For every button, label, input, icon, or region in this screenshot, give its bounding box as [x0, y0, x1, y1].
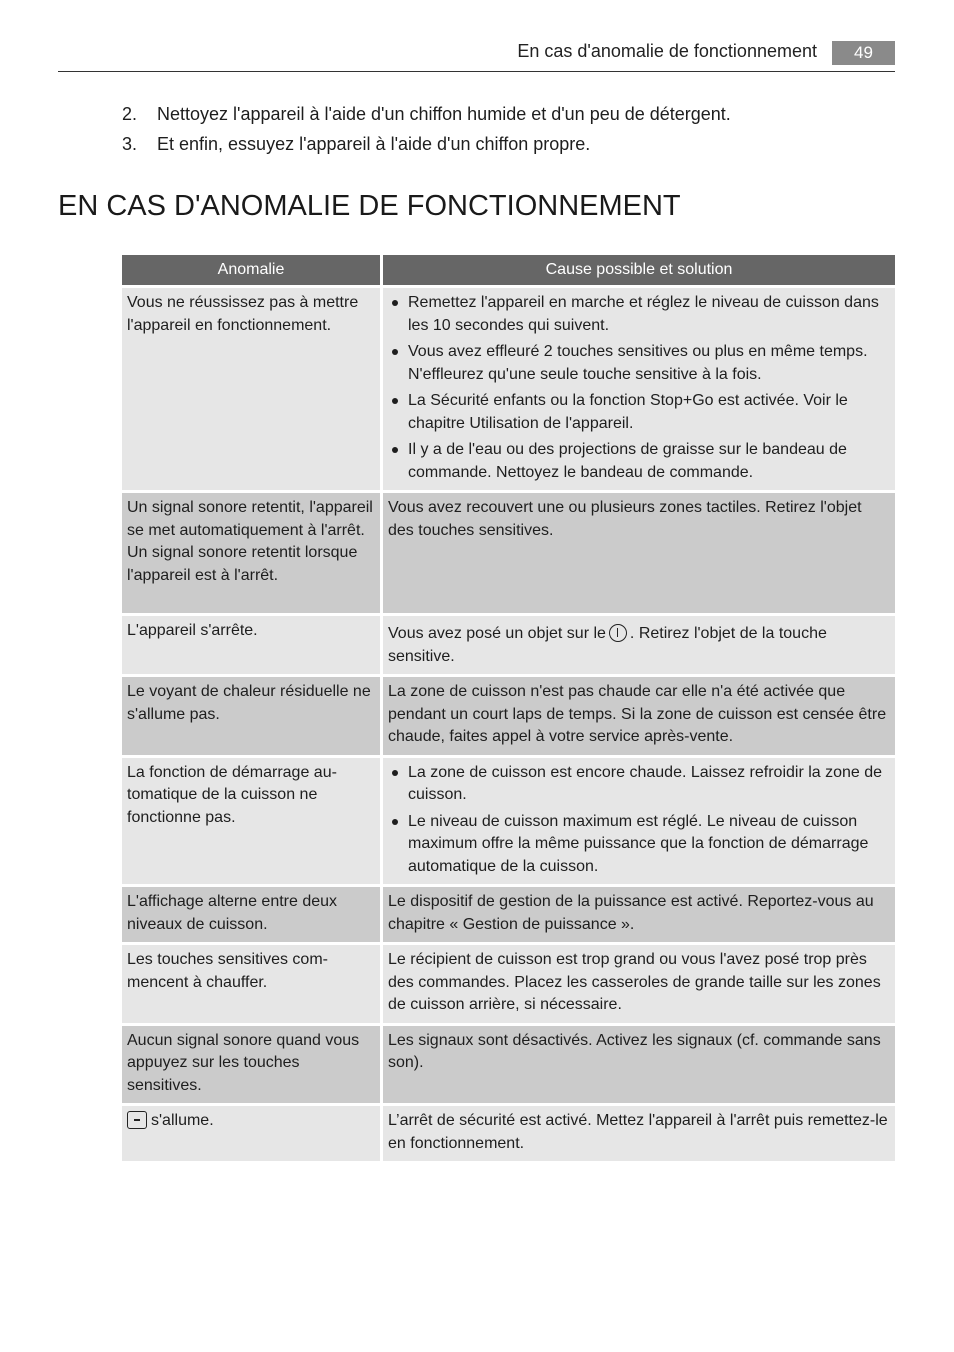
table-row	[122, 1024, 895, 1105]
table-row	[122, 492, 895, 615]
column-header-anomalie: Anomalie	[122, 255, 382, 287]
table-row	[122, 944, 895, 1025]
problem-text: s'allume.	[151, 1112, 214, 1129]
header-title: En cas d'anomalie de fonctionnement	[517, 41, 817, 61]
step-item	[122, 134, 731, 164]
solution-item: Le niveau de cuisson maximum est réglé. Le niveau de cuisson maximum offre la même puissance que la fonction de démarrage automatique de la cuisson.	[388, 811, 890, 879]
problem-cell	[122, 492, 382, 615]
solution-text: . Retirez l'objet de la touche sensitive.	[388, 625, 827, 665]
troubleshooting-table	[122, 255, 895, 1164]
solution-text: Vous avez posé un objet sur le	[388, 625, 606, 642]
solution-cell: Les signaux sont désactivés. Activez les signaux (cf. commande sans son).	[382, 1024, 896, 1105]
steps-list	[122, 104, 731, 164]
step-item	[122, 104, 731, 134]
solution-cell: Vous avez recouvert une ou plusieurs zones tactiles. Retirez l'objet des touches sensitives.	[382, 492, 896, 615]
table-row	[122, 676, 895, 757]
solution-cell	[382, 287, 896, 492]
problem-cell	[122, 1105, 382, 1163]
table-row	[122, 886, 895, 944]
solution-item: Il y a de l'eau ou des projections de graisse sur le bandeau de commande. Nettoyez le bandeau de commande.	[388, 439, 890, 484]
table-row	[122, 615, 895, 676]
column-header-cause: Cause possible et solution	[382, 255, 896, 287]
problem-cell: Les touches sensitives commencent à chauffer.	[122, 944, 382, 1025]
solution-cell	[382, 615, 896, 676]
page-header	[58, 38, 895, 72]
problem-line: Un signal sonore retentit lorsque l'appareil est à l'arrêt.	[127, 544, 358, 584]
solution-item: La zone de cuisson est encore chaude. Laissez refroidir la zone de cuisson.	[388, 762, 890, 807]
problem-cell: Aucun signal sonore quand vous appuyez sur les touches sensitives.	[122, 1024, 382, 1105]
problem-cell: La fonction de démarrage automatique de la cuisson ne fonctionne pas.	[122, 756, 382, 886]
problem-cell: Le voyant de chaleur résiduelle ne s'allume pas.	[122, 676, 382, 757]
table-row	[122, 756, 895, 886]
section-title: EN CAS D'ANOMALIE DE FONCTIONNEMENT	[58, 190, 681, 222]
power-icon	[609, 624, 627, 642]
solution-cell: La zone de cuisson n'est pas chaude car elle n'a été activée que pendant un court laps de temps. Si la zone de cuisson est censée être chaude, faites appel à votre service après-vente.	[382, 676, 896, 757]
table-row	[122, 287, 895, 492]
step-number: 2.	[122, 104, 138, 124]
problem-cell: Vous ne réussissez pas à mettre l'appareil en fonctionnement.	[122, 287, 382, 492]
minus-icon	[127, 1111, 147, 1129]
solution-item: La Sécurité enfants ou la fonction Stop+Go est activée. Voir le chapitre Utilisation de l'appareil.	[388, 390, 890, 435]
step-number: 3.	[122, 134, 138, 154]
table-row	[122, 1105, 895, 1163]
solution-list	[388, 762, 890, 879]
solution-item: Vous avez effleuré 2 touches sensitives ou plus en même temps. N'effleurez qu'une seule touche sensitive à la fois.	[388, 341, 890, 386]
table-header-row	[122, 255, 895, 287]
page-number: 49	[832, 41, 895, 65]
step-text: Nettoyez l'appareil à l'aide d'un chiffon humide et d'un peu de détergent.	[157, 104, 731, 124]
solution-cell: Le récipient de cuisson est trop grand ou vous l'avez posé trop près des commandes. Placez les casseroles de grande taille sur les zones de cuisson arrière, si nécessaire.	[382, 944, 896, 1025]
solution-cell	[382, 756, 896, 886]
solution-cell: Le dispositif de gestion de la puissance est activé. Reportez-vous au chapitre « Gestion de puissance ».	[382, 886, 896, 944]
solution-cell: L’arrêt de sécurité est activé. Mettez l'appareil à l'arrêt puis remettez-le en fonctionnement.	[382, 1105, 896, 1163]
problem-cell: L'affichage alterne entre deux niveaux de cuisson.	[122, 886, 382, 944]
problem-line: Un signal sonore retentit, l'appareil se met automatiquement à l'arrêt.	[127, 499, 373, 539]
problem-cell: L'appareil s'arrête.	[122, 615, 382, 676]
solution-item: Remettez l'appareil en marche et réglez le niveau de cuisson dans les 10 secondes qui suivent.	[388, 292, 890, 337]
solution-list	[388, 292, 890, 484]
step-text: Et enfin, essuyez l'appareil à l'aide d'un chiffon propre.	[157, 134, 591, 154]
